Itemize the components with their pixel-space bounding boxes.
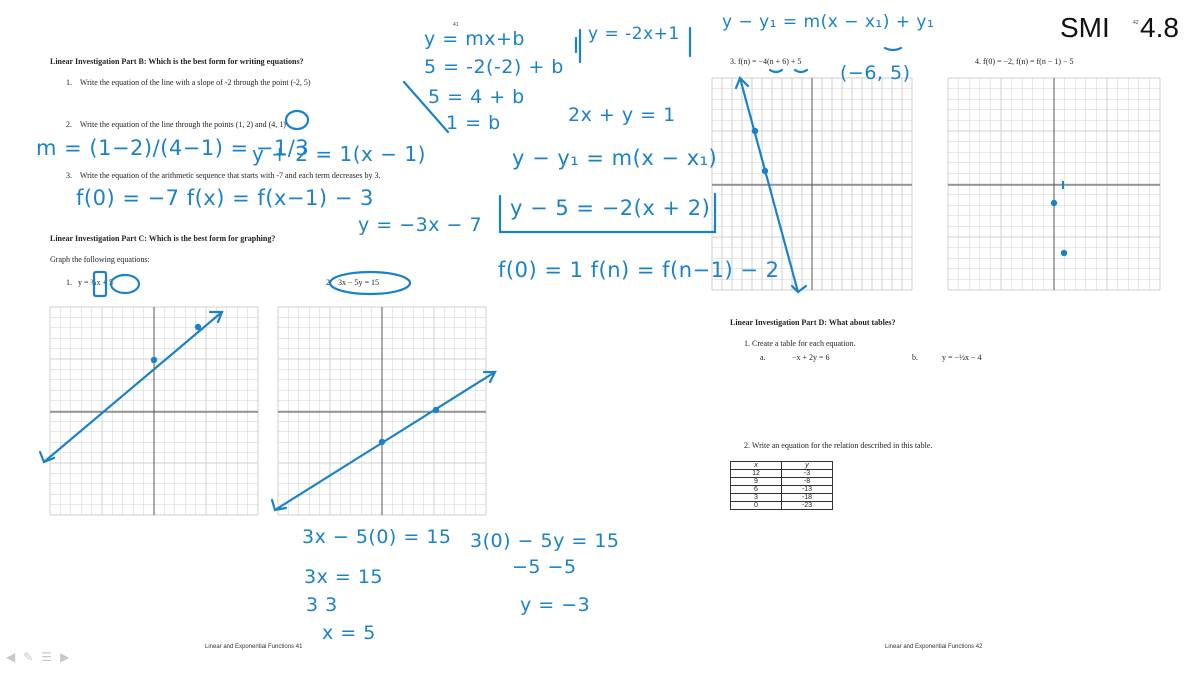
- graph4-point-2: [1061, 250, 1067, 256]
- ink-std-form: 2x + y = 1: [568, 104, 676, 126]
- ink-work3: 3 3: [306, 594, 338, 616]
- partD-a-label: a.: [760, 353, 766, 362]
- header-x: x: [731, 462, 782, 470]
- arrow-right-icon[interactable]: ▶: [60, 650, 70, 664]
- ink-circle-intercept: [111, 275, 139, 293]
- ink-box-slope: [94, 272, 106, 296]
- graph4-tick-mark: [1062, 181, 1064, 189]
- cell-x: 12: [731, 470, 782, 478]
- graph3-arrow-bottom: [792, 286, 806, 292]
- ink-point-slope: y − y₁ = m(x − x₁): [512, 146, 718, 170]
- graph1-point-2: [195, 324, 201, 330]
- ink-work1: 3x − 5(0) = 15: [302, 526, 452, 548]
- smi-label: SMI: [1060, 12, 1110, 43]
- header-y: y: [782, 462, 833, 470]
- ink-work7: y = −3: [520, 594, 591, 616]
- ink-top-right-formula: y − y₁ = m(x − x₁) + y₁: [722, 12, 935, 32]
- cell-y: -23: [782, 502, 833, 510]
- ink-answer1: y = -2x+1: [588, 24, 680, 44]
- ink-circle-point: [286, 111, 308, 129]
- ink-slope-form: y = mx+b: [424, 28, 525, 50]
- cell-y: -13: [782, 486, 833, 494]
- ink-work2: 3x = 15: [304, 566, 384, 588]
- partB-title: Linear Investigation Part B: Which is the best form for writing equations?: [50, 57, 304, 66]
- right-footer: Linear and Exponential Functions 42: [885, 644, 983, 650]
- ink-sub3: 1 = b: [446, 112, 501, 134]
- ink-circle-equation: [330, 272, 410, 294]
- item-number: 3.: [66, 171, 72, 180]
- right-item-4: 4. f(0) = −2, f(n) = f(n − 1) − 5: [975, 57, 1074, 66]
- left-footer: Linear and Exponential Functions 41: [205, 644, 303, 650]
- pen-icon[interactable]: ✎: [23, 650, 34, 664]
- cell-x: 3: [731, 494, 782, 502]
- ink-ps-answer2: y + 2 = 1(x − 1): [252, 142, 426, 166]
- item-number: 2.: [66, 120, 72, 129]
- right-page-number: 42: [1133, 20, 1139, 26]
- item-text: Write the equation of the line through the points (1, 2) and (4, 1): [79, 120, 286, 129]
- partD-item-1: 1. Create a table for each equation.: [744, 339, 856, 348]
- partC-subtitle: Graph the following equations:: [50, 255, 150, 264]
- cell-y: -8: [782, 478, 833, 486]
- cell-y: -18: [782, 494, 833, 502]
- item-number: 1.: [66, 78, 72, 87]
- equation: y = ¾x + 5: [78, 278, 114, 287]
- item-number: 1.: [66, 278, 72, 287]
- left-page-number: 41: [453, 22, 459, 28]
- menu-icon[interactable]: ☰: [41, 650, 53, 664]
- item-number: 2.: [326, 278, 332, 287]
- graph3-point-1: [752, 128, 758, 134]
- ink-slope-calc: m = (1−2)/(4−1) = −1/3: [36, 136, 310, 160]
- cell-x: 6: [731, 486, 782, 494]
- ink-work4: x = 5: [322, 622, 376, 644]
- ink-sub1: 5 = -2(-2) + b: [424, 56, 564, 78]
- graph2-point-2: [433, 407, 439, 413]
- pen-toolbar[interactable]: [6, 650, 69, 664]
- cell-x: 0: [731, 502, 782, 510]
- cell-x: 9: [731, 478, 782, 486]
- partD-b-label: b.: [912, 353, 918, 362]
- graph3-point-2: [762, 168, 768, 174]
- graph1-line: [44, 312, 222, 462]
- ink-sub2: 5 = 4 + b: [428, 86, 525, 108]
- item-text: Write the equation of the line with a slope of -2 through the point (-2, 5): [79, 78, 311, 87]
- arrow-left-icon[interactable]: ◀: [6, 650, 16, 664]
- graph1-arrow-left: [40, 452, 54, 462]
- graph1-point-intercept: [151, 357, 157, 363]
- ink-point-65: (−6, 5): [840, 62, 911, 84]
- item-text: Write the equation of the arithmetic sequence that starts with -7 and each term decreases by 3.: [79, 171, 381, 180]
- partD-item-2: 2. Write an equation for the relation described in this table.: [744, 441, 933, 450]
- partD-title: Linear Investigation Part D: What about tables?: [730, 318, 896, 327]
- section-number: 4.8: [1140, 12, 1179, 43]
- ink-work6: −5 −5: [512, 556, 577, 578]
- equation: 3x − 5y = 15: [338, 278, 380, 287]
- ink-seq-recursive: f(0) = −7 f(x) = f(x−1) − 3: [76, 186, 374, 210]
- cell-y: -3: [782, 470, 833, 478]
- ink-work5: 3(0) − 5y = 15: [470, 530, 620, 552]
- partC-title: Linear Investigation Part C: Which is the best form for graphing?: [50, 234, 276, 243]
- ink-seq-explicit: y = −3x − 7: [358, 214, 483, 236]
- graph2-point-intercept: [379, 439, 385, 445]
- ink-recursive1: f(0) = 1 f(n) = f(n−1) − 2: [498, 258, 780, 282]
- partD-b-eq: y = −½x − 4: [942, 353, 982, 362]
- graph4-point-1: [1051, 200, 1057, 206]
- partD-a-eq: −x + 2y = 6: [792, 353, 830, 362]
- ink-point-slope-sub: y − 5 = −2(x + 2): [510, 196, 711, 220]
- right-item-3: 3. f(n) = −4(n + 6) + 5: [730, 57, 802, 66]
